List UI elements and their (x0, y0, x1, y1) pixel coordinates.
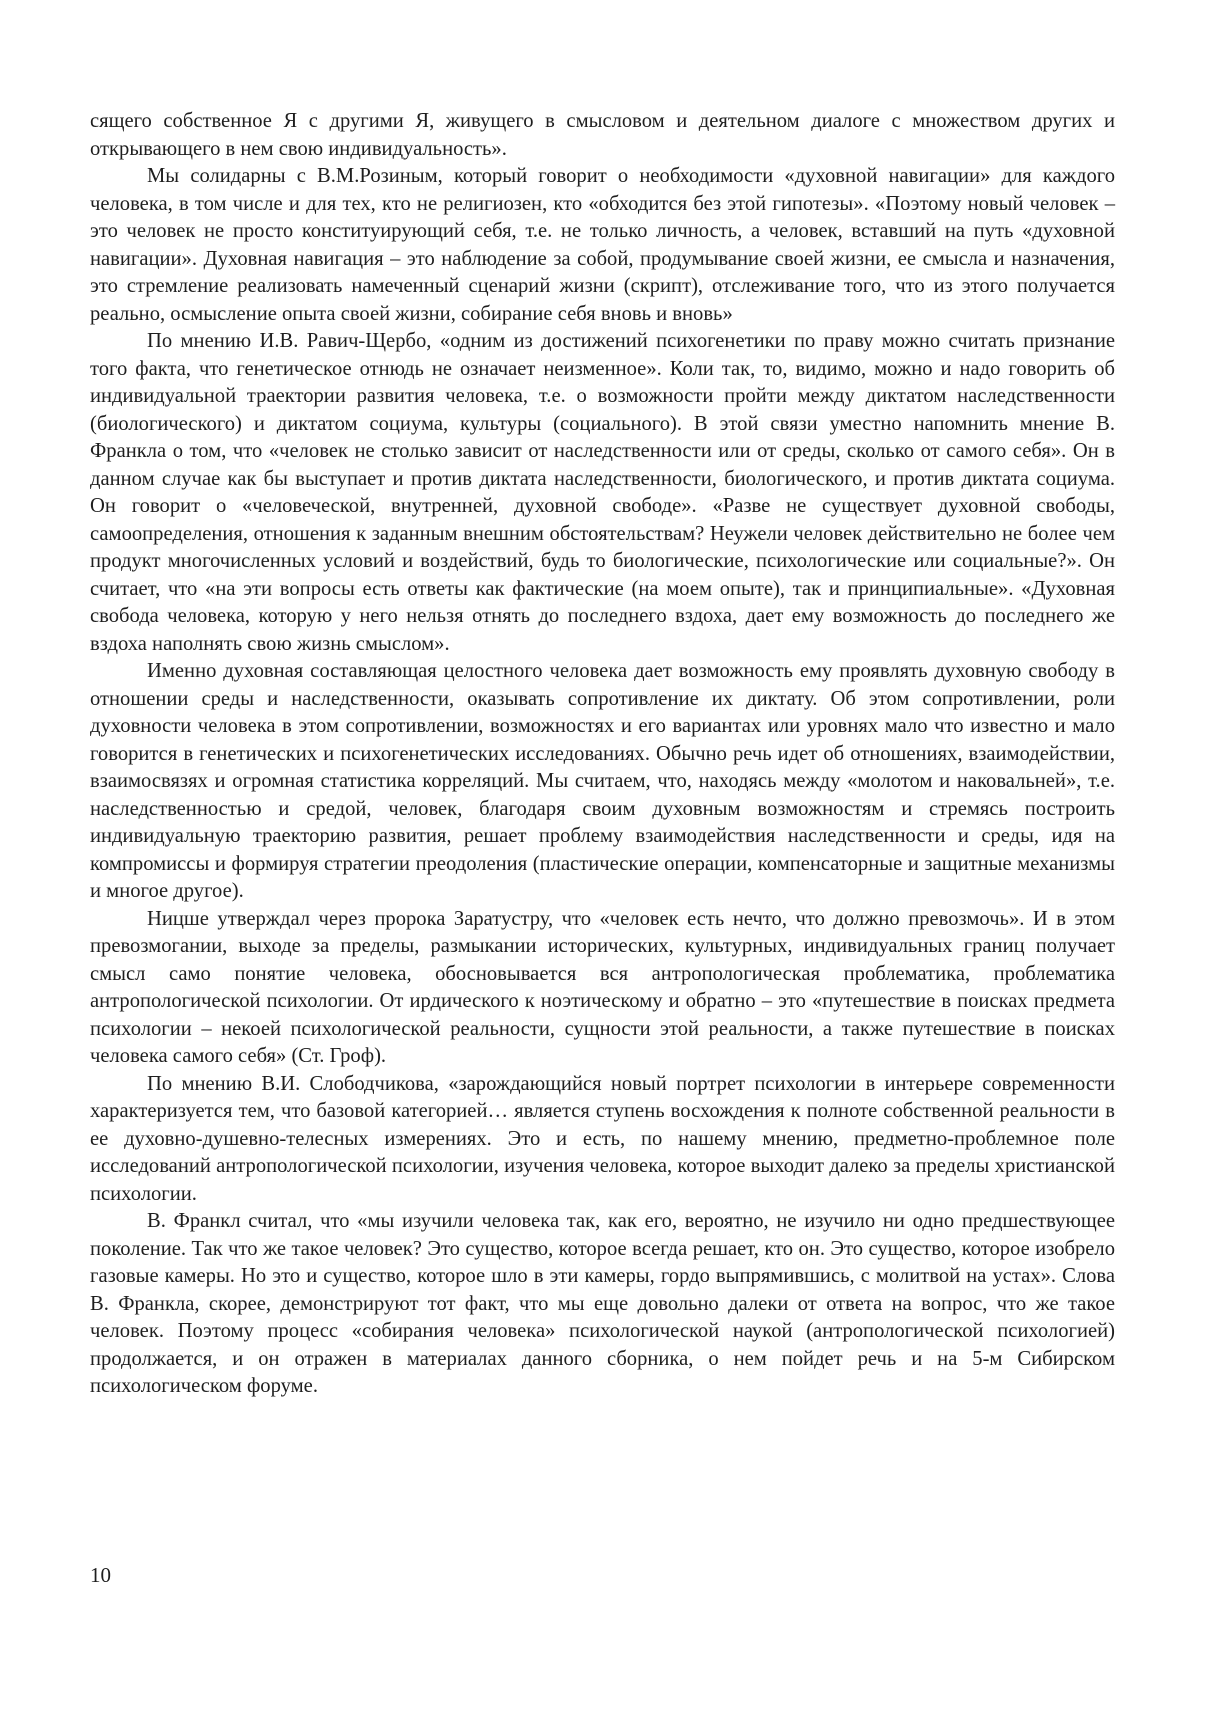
paragraph-rozin: Мы солидарны с В.М.Розиным, который говорит о необходимости «духовной навигации» для каждого человека, в том числе и для тех, кто не религиозен, кто «обходится без этой гипотезы». «Поэтому новый человек – это человек не просто конституирующий себя, т.е. не только личность, а человек, вставший на путь «духовной навигации». Духовная навигация – это наблюдение за собой, продумывание своей жизни, ее смысла и назначения, это стремление реализовать намеченный сценарий жизни (скрипт), отслеживание того, что из этого получается реально, осмысление опыта своей жизни, собирание себя вновь и вновь» (90, 165, 1115, 325)
paragraph-frankl: В. Франкл считал, что «мы изучили человека так, как его, вероятно, не изучило ни одно предшествующее поколение. Так что же такое человек? Это существо, которое всегда решает, кто он. Это существо, которое изобрело газовые камеры. Но это и существо, которое шло в эти камеры, гордо выпрямившись, с молитвой на устах». Слова В. Франкла, скорее, демонстрируют тот факт, что мы еще довольно далеки от ответа на вопрос, что же такое человек. Поэтому процесс «собирания человека» психологической наукой (антропологической психологией) продолжается, и он отражен в материалах данного сборника, о нем пойдет речь и на 5-м Сибирском психологическом форуме. (90, 1210, 1115, 1397)
page-number: 10 (90, 1563, 111, 1587)
paragraph-spiritual-component: Именно духовная составляющая целостного человека дает возможность ему проявлять духовную свободу в отношении среды и наследственности, оказывать сопротивление их диктату. Об этом сопротивлении, роли духовности человека в этом сопротивлении, возможностях и его вариантах или уровнях мало что известно и мало говорится в генетических и психогенетических исследованиях. Обычно речь идет об отношениях, взаимодействии, взаимосвязях и огромная статистика корреляций. Мы считаем, что, находясь между «молотом и наковальней», т.е. наследственностью и средой, человек, благодаря своим духовным возможностям и стремясь построить индивидуальную траекторию развития, решает проблему взаимодействия наследственности и среды, идя на компромиссы и формируя стратегии преодоления (пластические операции, компенсаторные и защитные механизмы и многое другое). (90, 660, 1115, 902)
paragraph-nietzsche: Ницше утверждал через пророка Заратустру, что «человек есть нечто, что должно превозмочь». И в этом превозмогании, выходе за пределы, размыкании исторических, культурных, индивидуальных границ получает смысл само понятие человека, обосновывается вся антропологическая проблематика, проблематика антропологической психологии. От ирдического к ноэтическому и обратно – это «путешествие в поисках предмета психологии – некоей психологической реальности, сущности этой реальности, а также путешествие в поисках человека самого себя» (Ст. Гроф). (90, 907, 1115, 1067)
paragraph-continuation: сящего собственное Я с другими Я, живущего в смысловом и деятельном диалоге с множеством других и открывающего в нем свою индивидуальность». (90, 110, 1115, 160)
paragraph-slobodchikov: По мнению В.И. Слободчикова, «зарождающийся новый портрет психологии в интерьере современности характеризуется тем, что базовой категорией… является ступень восхождения к полноте собственной реальности в ее духовно-душевно-телесных измерениях. Это и есть, по нашему мнению, предметно-проблемное поле исследований антропологической психологии, изучения человека, которое выходит далеко за пределы христианской психологии. (90, 1072, 1115, 1205)
page-body (90, 108, 1115, 1401)
paragraph-ravich-scherbo: По мнению И.В. Равич-Щербо, «одним из достижений психогенетики по праву можно считать признание того факта, что генетическое отнюдь не означает неизменное». Коли так, то, видимо, можно и надо говорить об индивидуальной траектории развития человека, т.е. о возможности пройти между диктатом наследственности (биологического) и диктатом социума, культуры (социального). В этой связи уместно напомнить мнение В. Франкла о том, что «человек не столько зависит от наследственности или от среды, сколько от самого себя». Он в данном случае как бы выступает и против диктата наследственности, биологического, и против диктата социума. Он говорит о «человеческой, внутренней, духовной свободе». «Разве не существует духовной свободы, самоопределения, отношения к заданным внешним обстоятельствам? Неужели человек действительно не более чем продукт многочисленных условий и воздействий, будь то биологические, психологические или социальные?». Он считает, что «на эти вопросы есть ответы как фактические (на моем опыте), так и принципиальные». «Духовная свобода человека, которую у него нельзя отнять до последнего вздоха, дает ему возможность до последнего же вздоха наполнять свою жизнь смыслом». (90, 330, 1115, 655)
